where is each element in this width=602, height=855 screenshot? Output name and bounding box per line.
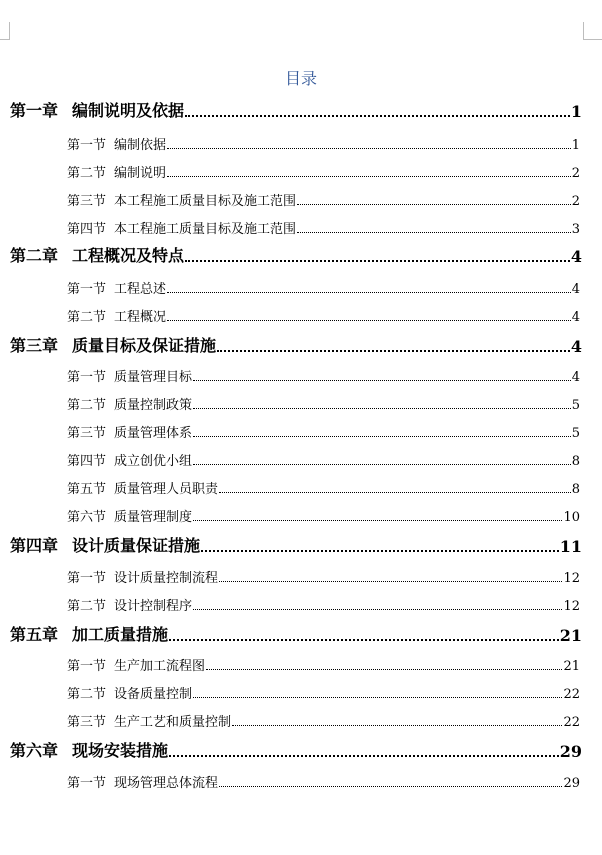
section-number: 第二节 [67, 166, 107, 181]
section-title: 本工程施工质量目标及施工范围 [114, 222, 297, 237]
page-number: 2 [571, 194, 580, 209]
dot-leader [167, 176, 571, 177]
dot-leader [217, 350, 570, 352]
chapter-title: 设计质量保证措施 [72, 536, 201, 555]
page-number: 1 [571, 138, 580, 153]
page-number: 4 [570, 247, 582, 266]
chapter-title: 工程概况及特点 [72, 246, 185, 265]
dot-leader [193, 464, 571, 465]
chapter-number: 第四章 [10, 536, 59, 555]
toc-section-entry[interactable] [67, 594, 580, 614]
section-number: 第二节 [67, 599, 107, 614]
page-number: 8 [571, 482, 580, 497]
toc-section-entry[interactable] [67, 654, 580, 674]
dot-leader [167, 320, 571, 321]
section-title: 工程总述 [114, 282, 167, 297]
page-number: 2 [571, 166, 580, 181]
section-title: 成立创优小组 [114, 454, 193, 469]
toc-chapter-entry[interactable] [10, 532, 582, 556]
crop-mark-top-right [583, 22, 584, 40]
page-number: 22 [563, 687, 580, 702]
crop-mark-top-left [9, 22, 10, 40]
section-title: 工程概况 [114, 310, 167, 325]
toc-chapter-entry[interactable] [10, 621, 582, 645]
section-number: 第四节 [67, 454, 107, 469]
section-number: 第一节 [67, 138, 107, 153]
toc-section-entry[interactable] [67, 477, 580, 497]
section-number: 第一节 [67, 571, 107, 586]
section-number: 第一节 [67, 776, 107, 791]
crop-mark-top-right [583, 39, 602, 40]
section-number: 第三节 [67, 426, 107, 441]
section-number: 第二节 [67, 398, 107, 413]
chapter-title: 加工质量措施 [72, 625, 169, 644]
dot-leader [206, 669, 562, 670]
toc-section-entry[interactable] [67, 710, 580, 730]
toc-chapter-entry[interactable] [10, 737, 582, 761]
toc-section-entry[interactable] [67, 449, 580, 469]
toc-section-entry[interactable] [67, 682, 580, 702]
toc-section-entry[interactable] [67, 393, 580, 413]
section-number: 第三节 [67, 715, 107, 730]
section-number: 第一节 [67, 659, 107, 674]
section-title: 设计控制程序 [114, 599, 193, 614]
dot-leader [193, 380, 571, 381]
page-number: 5 [571, 426, 580, 441]
toc-chapter-entry[interactable] [10, 97, 582, 121]
dot-leader [169, 639, 559, 641]
section-number: 第五节 [67, 482, 107, 497]
toc-section-entry[interactable] [67, 566, 580, 586]
section-title: 质量管理目标 [114, 370, 193, 385]
page-number: 5 [571, 398, 580, 413]
section-title: 生产工艺和质量控制 [114, 715, 232, 730]
page-number: 4 [571, 310, 580, 325]
page-number: 1 [570, 102, 582, 121]
section-title: 编制依据 [114, 138, 167, 153]
dot-leader [219, 492, 571, 493]
page-number: 21 [559, 626, 582, 645]
dot-leader [219, 786, 562, 787]
dot-leader [232, 725, 562, 726]
chapter-number: 第二章 [10, 246, 59, 265]
section-number: 第六节 [67, 510, 107, 525]
page-number: 11 [559, 537, 582, 556]
toc-section-entry[interactable] [67, 161, 580, 181]
chapter-number: 第一章 [10, 101, 59, 120]
chapter-number: 第六章 [10, 741, 59, 760]
page-number: 4 [570, 337, 582, 356]
chapter-title: 编制说明及依据 [72, 101, 185, 120]
toc-title: 目录 [284, 69, 317, 88]
toc-section-entry[interactable] [67, 421, 580, 441]
section-number: 第三节 [67, 194, 107, 209]
section-number: 第一节 [67, 370, 107, 385]
section-title: 本工程施工质量目标及施工范围 [114, 194, 297, 209]
dot-leader [167, 292, 571, 293]
dot-leader [185, 260, 570, 262]
page-number: 29 [559, 742, 582, 761]
toc-section-entry[interactable] [67, 305, 580, 325]
toc-section-entry[interactable] [67, 365, 580, 385]
crop-mark-top-left [0, 39, 10, 40]
dot-leader [297, 232, 571, 233]
section-title: 质量管理制度 [114, 510, 193, 525]
page-number: 4 [571, 370, 580, 385]
toc-section-entry[interactable] [67, 189, 580, 209]
page-number: 22 [563, 715, 580, 730]
chapter-title: 质量目标及保证措施 [72, 336, 217, 355]
section-number: 第二节 [67, 310, 107, 325]
dot-leader [193, 408, 571, 409]
toc-chapter-entry[interactable] [10, 242, 582, 266]
chapter-number: 第三章 [10, 336, 59, 355]
toc-section-entry[interactable] [67, 505, 580, 525]
toc-section-entry[interactable] [67, 133, 580, 153]
page-number: 12 [563, 571, 580, 586]
dot-leader [193, 609, 562, 610]
page-number: 10 [563, 510, 580, 525]
page-number: 12 [563, 599, 580, 614]
dot-leader [297, 204, 571, 205]
section-title: 质量管理人员职责 [114, 482, 219, 497]
section-title: 质量管理体系 [114, 426, 193, 441]
toc-section-entry[interactable] [67, 771, 580, 791]
section-title: 设备质量控制 [114, 687, 193, 702]
section-title: 质量控制政策 [114, 398, 193, 413]
section-number: 第二节 [67, 687, 107, 702]
section-title: 编制说明 [114, 166, 167, 181]
page-number: 4 [571, 282, 580, 297]
dot-leader [169, 755, 559, 757]
dot-leader [219, 581, 562, 582]
section-title: 设计质量控制流程 [114, 571, 219, 586]
page-number: 3 [571, 222, 580, 237]
section-number: 第一节 [67, 282, 107, 297]
dot-leader [201, 550, 559, 552]
page-number: 29 [563, 776, 580, 791]
toc-section-entry[interactable] [67, 217, 580, 237]
chapter-title: 现场安装措施 [72, 741, 169, 760]
dot-leader [193, 697, 562, 698]
section-number: 第四节 [67, 222, 107, 237]
dot-leader [193, 436, 571, 437]
section-title: 现场管理总体流程 [114, 776, 219, 791]
page-number: 8 [571, 454, 580, 469]
dot-leader [185, 115, 570, 117]
dot-leader [167, 148, 571, 149]
page-number: 21 [563, 659, 580, 674]
section-title: 生产加工流程图 [114, 659, 206, 674]
chapter-number: 第五章 [10, 625, 59, 644]
toc-section-entry[interactable] [67, 277, 580, 297]
toc-chapter-entry[interactable] [10, 332, 582, 356]
dot-leader [193, 520, 562, 521]
